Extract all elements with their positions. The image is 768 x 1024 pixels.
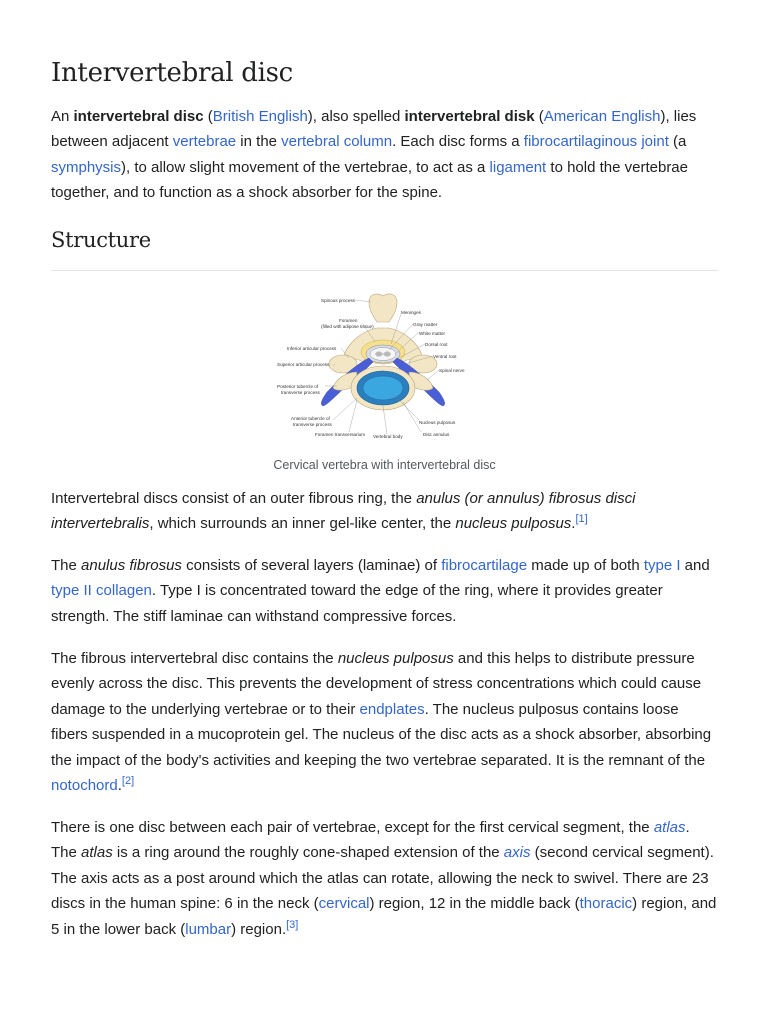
link-ligament[interactable]: ligament	[489, 158, 547, 176]
cervical-vertebra-illustration	[273, 288, 493, 448]
label-posterior-tubercle: Posterior tubercle of	[277, 384, 319, 389]
section-divider	[51, 270, 718, 271]
label-superior-articular: Superior articular process	[277, 362, 330, 367]
intro-paragraph: An intervertebral disc (British English), also spelled intervertebral disk (American English), lies between adjacent vertebrae in the vertebral column. Each disc forms a fibrocartilaginous joint (a symphysis), to allow slight movement of the vertebrae, to act as a ligament to hold the vertebrae together, and to function as a shock absorber for the spine.	[51, 108, 697, 202]
link-american-english[interactable]: American English	[543, 108, 661, 125]
page-title: Intervertebral disc	[51, 58, 293, 88]
label-posterior-tubercle-2: transverse process	[281, 390, 320, 395]
label-spinous-process: Spinous process	[321, 298, 355, 303]
link-type-i[interactable]: type I	[643, 557, 681, 574]
label-dorsal-root: Dorsal root	[425, 342, 448, 347]
section-heading-structure: Structure	[51, 228, 151, 252]
paragraph-nucleus-pulposus: The fibrous intervertebral disc contains the nucleus pulposus and this helps to distribute pressure evenly across the disc. This prevents the development of stress concentrations which could cause damage to the underlying vertebrae or to their endplates. The nucleus pulposus contains loose fibers suspended in a mucoprotein gel. The nucleus of the disc acts as a shock absorber, absorbing the impact of the body's activities and keeping the two vertebrae separated. It is the remnant of the notochord.[2]	[51, 650, 712, 795]
label-white-matter: White matter	[419, 331, 446, 336]
nucleus-pulposus-shape	[363, 376, 403, 400]
paragraph-anulus-intro: Intervertebral discs consist of an outer fibrous ring, the anulus (or annulus) fibrosus disci intervertebralis, which surrounds an inner gel-like center, the nucleus pulposus.[1]	[51, 490, 636, 533]
label-foramen-sub: (filled with adipose tissue)	[321, 324, 374, 329]
vertebra-figure[interactable]	[273, 288, 493, 448]
label-vertebral-body: Vertebral body	[373, 434, 403, 439]
label-anterior-tubercle: Anterior tubercle of	[291, 416, 330, 421]
reference-1[interactable]: [1]	[575, 513, 588, 526]
term-intervertebral-disc: intervertebral disc	[73, 108, 204, 125]
link-thoracic[interactable]: thoracic	[579, 895, 633, 913]
link-vertebrae[interactable]: vertebrae	[172, 133, 237, 151]
link-vertebral-column[interactable]: vertebral column	[281, 133, 393, 151]
label-foramen-transversarium: Foramen transversarium	[315, 432, 366, 437]
link-axis[interactable]: axis	[503, 844, 531, 862]
link-cervical[interactable]: cervical	[318, 895, 370, 913]
paragraph-anulus-fibrosus: The anulus fibrosus consists of several layers (laminae) of fibrocartilage made up of both type I and type II collagen. Type I is concentrated toward the edge of the ring, where it provides greater strength. The stiff laminae can withstand compressive forces.	[51, 557, 710, 625]
label-ventral-root: Ventral root	[433, 354, 457, 359]
link-endplates[interactable]: endplates	[359, 700, 425, 718]
link-atlas[interactable]: atlas	[653, 819, 686, 836]
link-fibrocartilage[interactable]: fibrocartilage	[441, 557, 528, 574]
label-disc-annulus: Disc annulus	[423, 432, 450, 437]
link-symphysis[interactable]: symphysis	[51, 158, 122, 176]
label-anterior-tubercle-2: transverse process	[293, 422, 332, 427]
label-gray-matter: Gray matter	[413, 322, 438, 327]
label-spinal-nerve: Spinal nerve	[439, 368, 465, 373]
label-foramen: Foramen	[339, 318, 358, 323]
link-type-ii-collagen[interactable]: type II collagen	[51, 582, 152, 600]
spinous-process-shape	[369, 294, 397, 322]
figure-caption: Cervical vertebra with intervertebral disc	[273, 458, 496, 472]
reference-3[interactable]: [3]	[286, 918, 299, 931]
label-inferior-articular: Inferior articular process	[287, 346, 337, 351]
link-british-english[interactable]: British English	[212, 108, 308, 125]
paragraph-disc-count: There is one disc between each pair of vertebrae, except for the first cervical segment, the atlas. The atlas is a ring around the roughly cone-shaped extension of the axis (second cervical segment). The axis acts as a post around which the atlas can rotate, allowing the neck to swivel. There are 23 discs in the human spine: 6 in the neck (cervical) region, 12 in the middle back (thoracic) region, and 5 in the lower back (lumbar) region.[3]	[51, 819, 717, 938]
label-nucleus-pulposus: Nucleus pulposus	[419, 420, 456, 425]
reference-2[interactable]: [2]	[121, 775, 135, 788]
label-meninges: Meninges	[401, 310, 421, 315]
link-fibrocartilaginous-joint[interactable]: fibrocartilaginous joint	[523, 133, 669, 151]
link-lumbar[interactable]: lumbar	[185, 920, 232, 938]
term-intervertebral-disk: intervertebral disk	[404, 108, 535, 125]
link-notochord[interactable]: notochord	[51, 777, 118, 795]
